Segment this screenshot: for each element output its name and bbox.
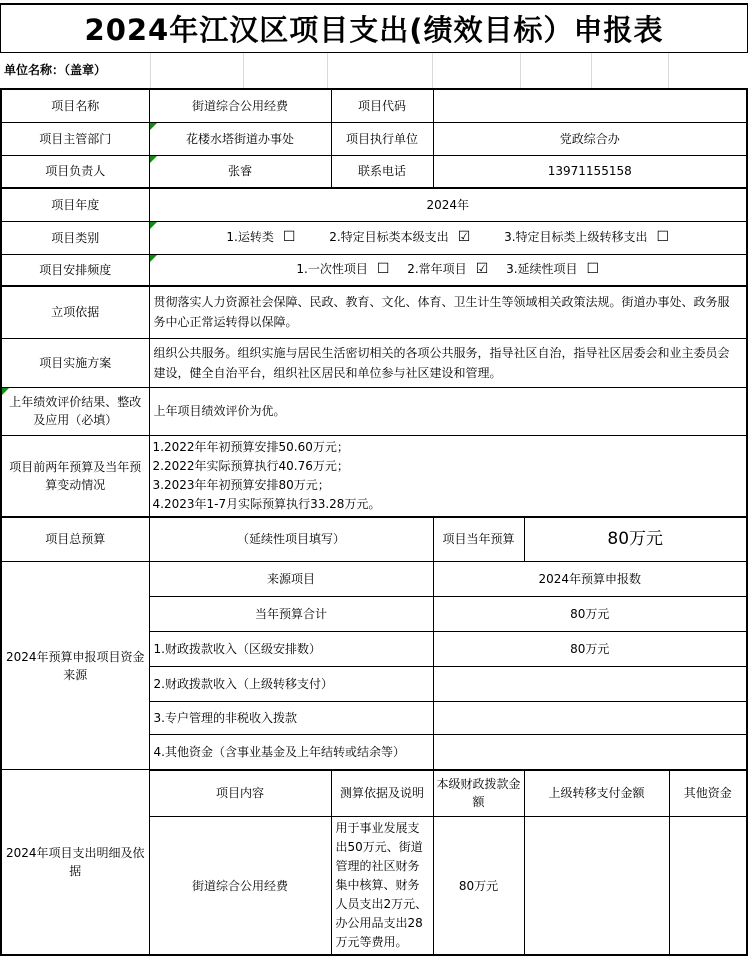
cell-flag-triangle <box>150 156 157 163</box>
funding-source-value: 80万元 <box>433 597 747 632</box>
field-label-project-code: 项目代码 <box>331 89 433 122</box>
row-project-category <box>1 221 747 254</box>
cell-flag-triangle <box>150 123 157 130</box>
previous-budget-line: 2.2022年实际预算执行40.76万元； <box>152 458 349 473</box>
field-label-project-name: 项目名称 <box>1 89 149 122</box>
checkbox-unchecked-icon[interactable]: ☐ <box>282 229 296 245</box>
section-label-expenditure-detail: 2024年项目支出明细及依据 <box>1 770 149 956</box>
field-value-executing-unit: 党政综合办 <box>433 122 747 155</box>
row-project-leader <box>1 155 747 188</box>
field-value-project-leader: 张睿 <box>149 155 331 188</box>
funding-source-item: 当年预算合计 <box>149 597 433 632</box>
detail-project-content: 街道综合公用经费 <box>149 817 331 956</box>
funding-source-value: 2024年预算申报数 <box>433 562 747 597</box>
field-label-approval-basis: 立项依据 <box>1 286 149 338</box>
field-label-arrange-frequency: 项目安排频度 <box>1 254 149 286</box>
field-value-approval-basis: 贯彻落实人力资源社会保障、民政、教育、文化、体育、卫生计生等领域相关政策法规。街道办事处、政务服务中心正常运转得以保障。 <box>149 286 747 338</box>
detail-local-amount: 80万元 <box>433 817 524 956</box>
page-title: 2024年江汉区项目支出(绩效目标）申报表 <box>84 13 664 47</box>
funding-source-item: 3.专户管理的非税收入拨款 <box>149 702 433 735</box>
column-header-project-content: 项目内容 <box>149 770 331 817</box>
field-value-project-category <box>149 221 747 254</box>
funding-source-item: 4.其他资金（含事业基金及上年结转或结余等） <box>149 735 433 770</box>
category-option-operational: 1.运转类 ☐ <box>226 229 296 245</box>
section-label-funding-source: 2024年预算申报项目资金来源 <box>1 562 149 770</box>
field-value-project-code <box>433 89 747 122</box>
field-label-total-budget: 项目总预算 <box>1 517 149 562</box>
checkbox-checked-icon[interactable]: ☑ <box>457 229 471 245</box>
field-value-implementation-plan: 组织公共服务。组织实施与居民生活密切相关的各项公共服务，指导社区自治，指导社区居委会和业主委员会建设，健全自治平台，组织社区居民和单位参与社区建设和管理。 <box>149 338 747 387</box>
funding-source-value <box>433 667 747 702</box>
detail-calc-basis: 用于事业发展支出50万元、街道管理的社区财务集中核算、财务人员支出2万元、办公用品支出28万元等费用。 <box>331 817 433 956</box>
previous-budget-line: 1.2022年年初预算安排50.60万元； <box>152 439 349 454</box>
cell-flag-triangle <box>150 255 157 262</box>
field-value-project-year: 2024年 <box>149 188 747 221</box>
cell-flag-triangle <box>2 388 9 395</box>
column-header-other-funds: 其他资金 <box>669 770 747 817</box>
previous-budget-line: 4.2023年1-7月实际预算执行33.28万元。 <box>152 496 381 511</box>
detail-transfer-amount <box>524 817 669 956</box>
row-approval-basis <box>1 286 747 338</box>
column-header-transfer-amount: 上级转移支付金额 <box>524 770 669 817</box>
field-value-current-year-budget: 80万元 <box>524 517 747 562</box>
row-last-year-evaluation <box>1 387 747 435</box>
column-header-local-amount: 本级财政拨款金额 <box>433 770 524 817</box>
field-value-previous-budget <box>149 435 747 517</box>
row-arrange-frequency <box>1 254 747 286</box>
row-total-budget <box>1 517 747 562</box>
field-label-current-year-budget: 项目当年预算 <box>433 517 524 562</box>
cell-flag-triangle <box>150 222 157 229</box>
field-label-previous-budget: 项目前两年预算及当年预算变动情况 <box>1 435 149 517</box>
row-funding-source-header <box>1 562 747 597</box>
unit-name-label: 单位名称：（盖章） <box>4 63 107 77</box>
field-label-competent-department: 项目主管部门 <box>1 122 149 155</box>
row-project-name <box>1 89 747 122</box>
declaration-table <box>0 88 748 956</box>
field-value-contact-phone: 13971155158 <box>433 155 747 188</box>
funding-source-value <box>433 702 747 735</box>
frequency-option-one-time: 1.一次性项目 ☐ <box>296 261 390 278</box>
field-note-total-budget: （延续性项目填写） <box>149 517 433 562</box>
field-label-contact-phone: 联系电话 <box>331 155 433 188</box>
funding-source-value <box>433 735 747 770</box>
frequency-option-annual: 2.常年项目 ☑ <box>407 261 489 278</box>
field-label-last-year-evaluation: 上年绩效评价结果、整改及应用（必填） <box>1 387 149 435</box>
previous-budget-line: 3.2023年年初预算安排80万元； <box>152 477 330 492</box>
checkbox-unchecked-icon[interactable]: ☐ <box>586 261 600 278</box>
row-previous-budget <box>1 435 747 517</box>
field-label-executing-unit: 项目执行单位 <box>331 122 433 155</box>
unit-name-row <box>0 53 748 88</box>
funding-source-item: 2.财政拨款收入（上级转移支付） <box>149 667 433 702</box>
funding-source-value: 80万元 <box>433 632 747 667</box>
field-value-arrange-frequency <box>149 254 747 286</box>
category-option-specific-local: 2.特定目标类本级支出 ☑ <box>329 229 471 245</box>
frequency-option-continuing: 3.延续性项目 ☐ <box>506 261 600 278</box>
row-expenditure-detail-header <box>1 770 747 817</box>
row-implementation-plan <box>1 338 747 387</box>
funding-source-item: 1.财政拨款收入（区级安排数） <box>149 632 433 667</box>
field-label-project-leader: 项目负责人 <box>1 155 149 188</box>
funding-source-item: 来源项目 <box>149 562 433 597</box>
field-value-competent-department: 花楼水塔街道办事处 <box>149 122 331 155</box>
checkbox-checked-icon[interactable]: ☑ <box>475 261 489 278</box>
checkbox-unchecked-icon[interactable]: ☐ <box>376 261 390 278</box>
detail-other-funds <box>669 817 747 956</box>
field-value-last-year-evaluation: 上年项目绩效评价为优。 <box>149 387 747 435</box>
column-header-calc-basis: 测算依据及说明 <box>331 770 433 817</box>
category-option-specific-transfer: 3.特定目标类上级转移支出 ☐ <box>504 229 670 245</box>
checkbox-unchecked-icon[interactable]: ☐ <box>656 229 670 245</box>
field-value-project-name: 街道综合公用经费 <box>149 89 331 122</box>
row-competent-department <box>1 122 747 155</box>
field-label-project-category: 项目类别 <box>1 221 149 254</box>
field-label-project-year: 项目年度 <box>1 188 149 221</box>
row-project-year <box>1 188 747 221</box>
form-title-block <box>0 3 748 53</box>
field-label-implementation-plan: 项目实施方案 <box>1 338 149 387</box>
